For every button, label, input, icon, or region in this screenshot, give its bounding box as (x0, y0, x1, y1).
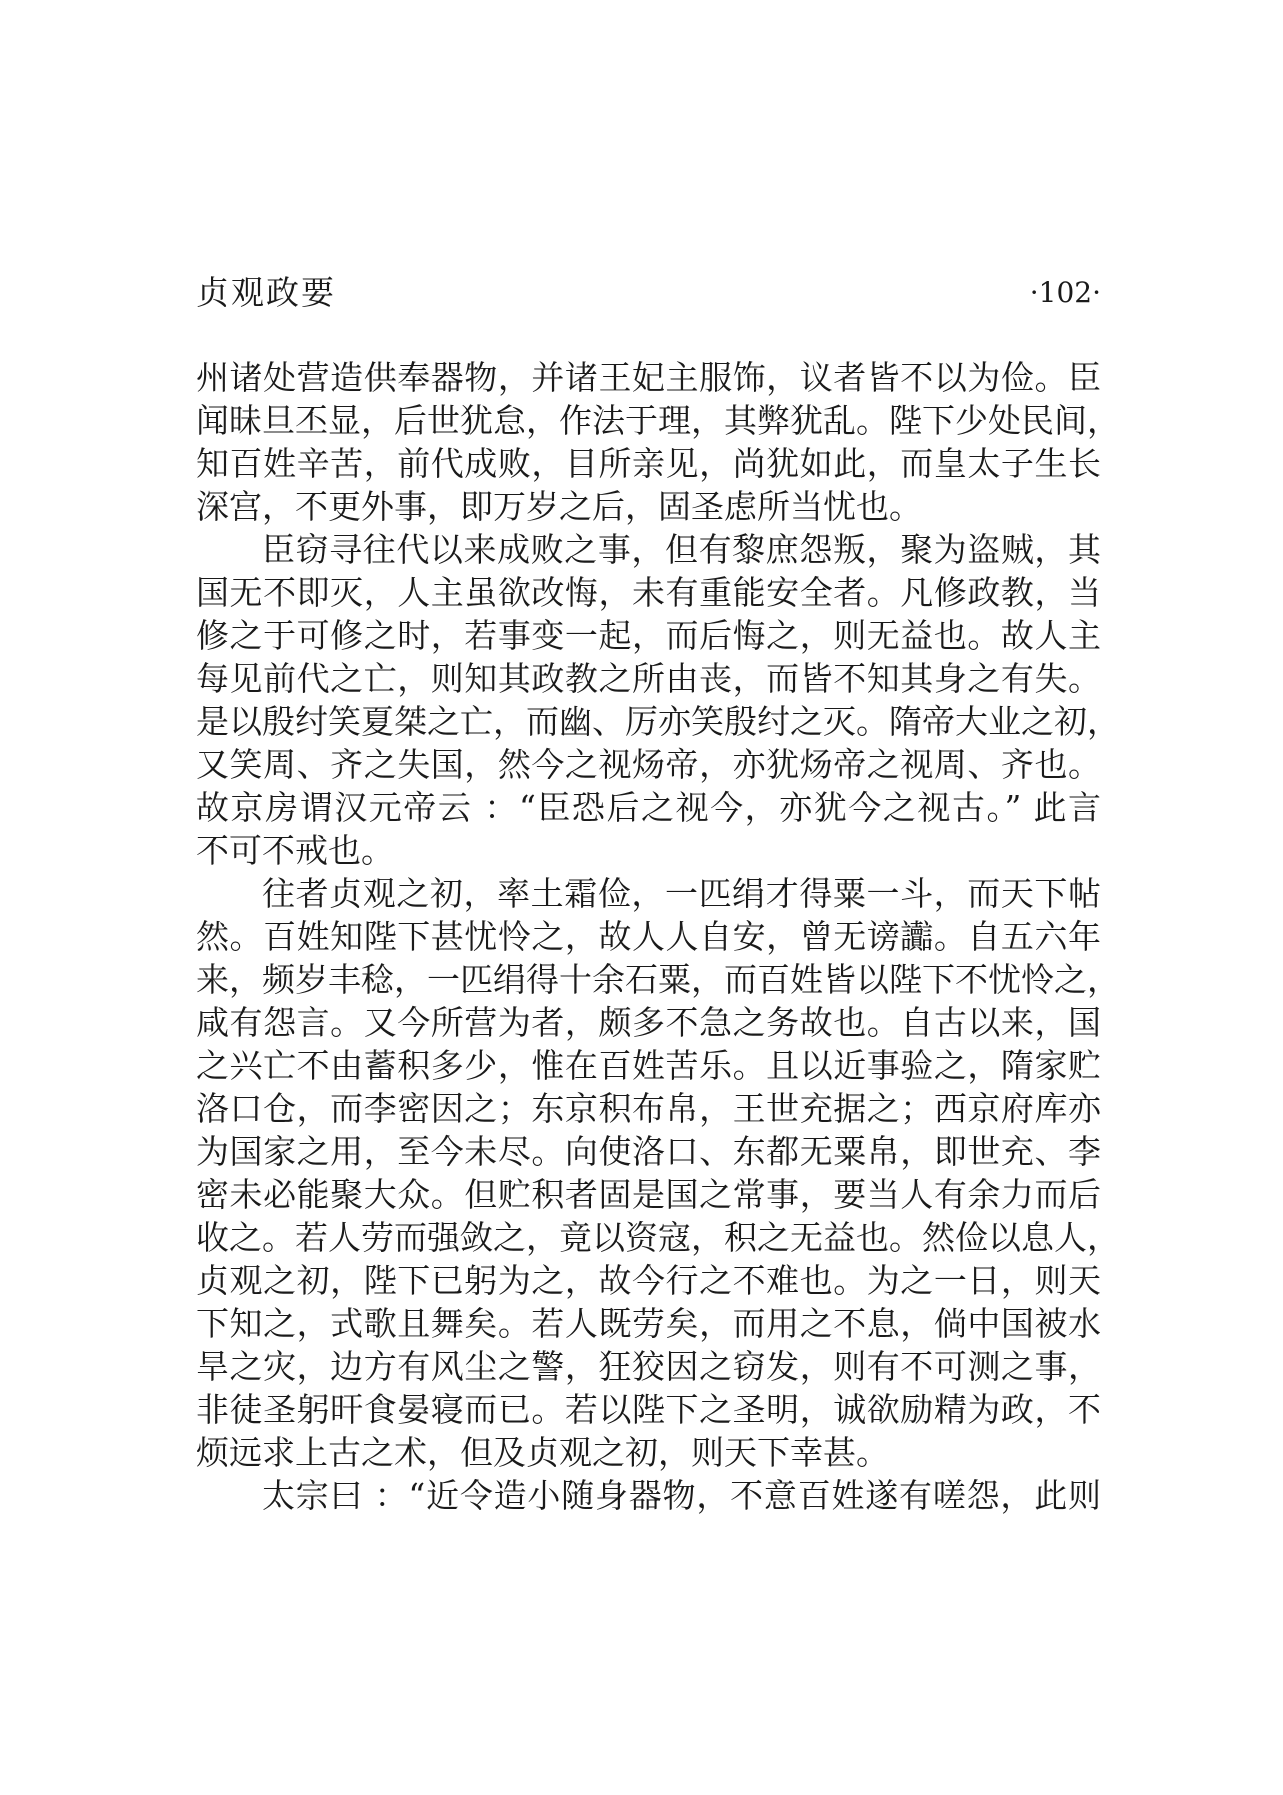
text-line: 下知之，式歌且舞矣。若人既劳矣，而用之不息，倘中国被水 (196, 1304, 1101, 1343)
text-line: 然。百姓知陛下甚忧怜之，故人人自安，曾无谤讟。自五六年 (196, 917, 1101, 956)
text-line: 为国家之用，至今未尽。向使洛口、东都无粟帛，即世充、李 (196, 1132, 1101, 1171)
paragraph-first-line: 往者贞观之初，率土霜俭，一匹绢才得粟一斗，而天下帖 (262, 874, 1101, 913)
text-line: 每见前代之亡，则知其政教之所由丧，而皆不知其身之有失。 (196, 659, 1101, 698)
page-number: ·102· (1029, 276, 1101, 309)
running-header (196, 268, 1101, 318)
text-line: 国无不即灭，人主虽欲改悔，未有重能安全者。凡修政教，当 (196, 573, 1101, 612)
body-text (196, 356, 1120, 1517)
text-line: 知百姓辛苦，前代成败，目所亲见，尚犹如此，而皇太子生长 (196, 444, 1101, 483)
text-line: 密未必能聚大众。但贮积者固是国之常事，要当人有余力而后 (196, 1175, 1101, 1214)
text-line: 来，频岁丰稔，一匹绢得十余石粟，而百姓皆以陛下不忧怜之， (196, 960, 1120, 999)
text-line: 不可不戒也。 (196, 831, 394, 870)
paragraph-first-line: 太宗曰 ：“近令造小随身器物，不意百姓遂有嗟怨，此则 (262, 1476, 1101, 1515)
text-line: 又笑周、齐之失国，然今之视炀帝，亦犹炀帝之视周、齐也。 (196, 745, 1101, 784)
text-line: 之兴亡不由蓄积多少，惟在百姓苦乐。且以近事验之，隋家贮 (196, 1046, 1101, 1085)
paragraph-first-line: 臣窃寻往代以来成败之事，但有黎庶怨叛，聚为盗贼，其 (262, 530, 1101, 569)
text-line: 修之于可修之时，若事变一起，而后悔之，则无益也。故人主 (196, 616, 1101, 655)
text-line: 州诸处营造供奉器物，并诸王妃主服饰，议者皆不以为俭。臣 (196, 358, 1101, 397)
text-line: 旱之灾，边方有风尘之警，狂狡因之窃发，则有不可测之事， (196, 1347, 1101, 1386)
text-line: 洛口仓，而李密因之；东京积布帛，王世充据之；西京府库亦 (196, 1089, 1101, 1128)
text-line: 收之。若人劳而强敛之，竟以资寇，积之无益也。然俭以息人， (196, 1218, 1120, 1257)
text-line: 非徒圣躬旰食晏寝而已。若以陛下之圣明，诚欲励精为政，不 (196, 1390, 1101, 1429)
text-line: 故京房谓汉元帝云 ：“臣恐后之视今，亦犹今之视古。” 此言 (196, 788, 1101, 827)
book-title: 贞观政要 (196, 273, 336, 312)
text-line: 贞观之初，陛下已躬为之，故今行之不难也。为之一日，则天 (196, 1261, 1101, 1300)
text-line: 烦远求上古之术，但及贞观之初，则天下幸甚。 (196, 1433, 889, 1472)
text-line: 深宫，不更外事，即万岁之后，固圣虑所当忧也。 (196, 487, 922, 526)
text-line: 闻昧旦丕显，后世犹怠，作法于理，其弊犹乱。陛下少处民间， (196, 401, 1120, 440)
text-line: 是以殷纣笑夏桀之亡，而幽、厉亦笑殷纣之灭。隋帝大业之初， (196, 702, 1120, 741)
text-line: 咸有怨言。又今所营为者，颇多不急之务故也。自古以来，国 (196, 1003, 1101, 1042)
